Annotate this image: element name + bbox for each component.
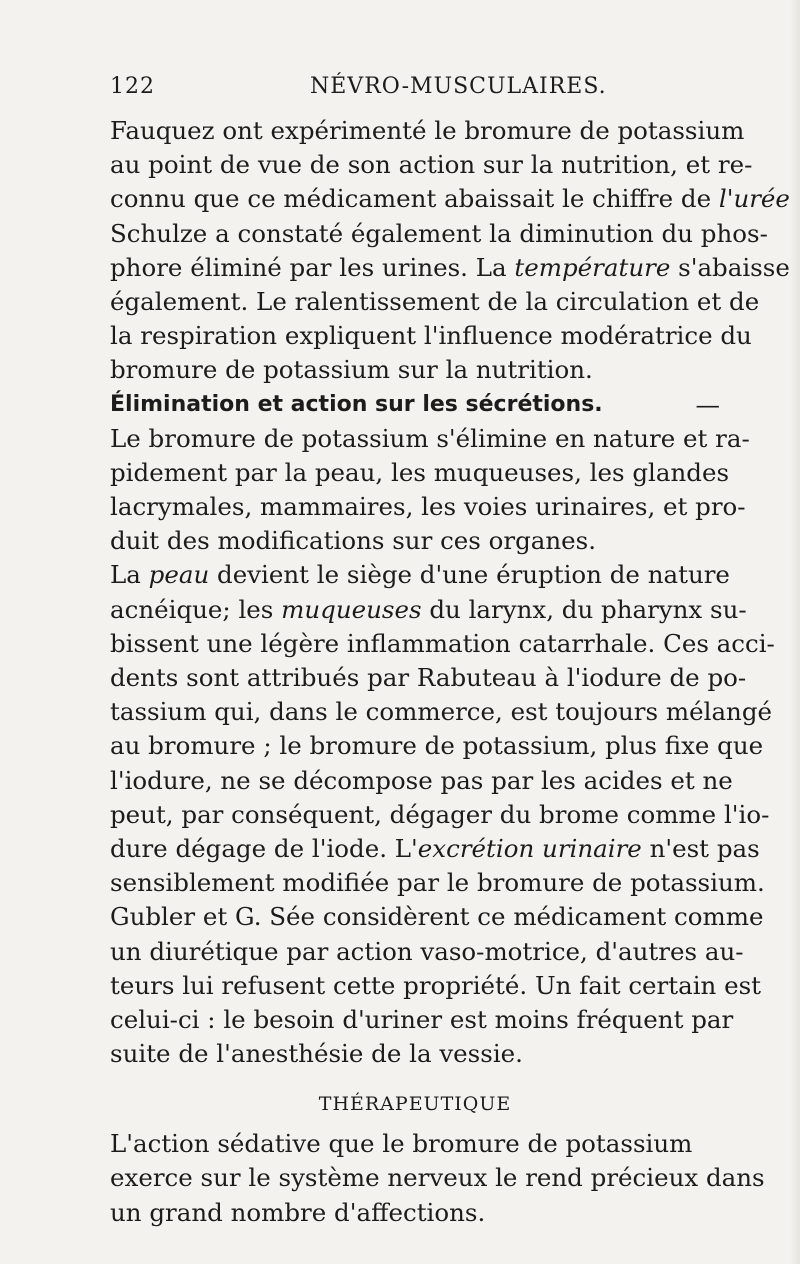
emphasis-term: température bbox=[514, 252, 671, 282]
text-line: au point de vue de son action sur la nutrition, et re- bbox=[110, 150, 753, 180]
text-line: duit des modifications sur ces organes. bbox=[110, 526, 597, 556]
text-line: exerce sur le système nerveux le rend précieux dans bbox=[110, 1163, 765, 1193]
text-line: connu que ce médicament abaissait le chiffre de l'urée bbox=[110, 184, 790, 214]
emphasis-term: peau bbox=[148, 560, 210, 590]
emphasis-term: l'urée bbox=[718, 184, 790, 214]
text-line: Fauquez ont expérimenté le bromure de potassium bbox=[110, 116, 745, 145]
text-line: Le bromure de potassium s'élimine en nature et ra- bbox=[110, 423, 750, 453]
text-line: peut, par conséquent, dégager du brome comme l'io- bbox=[110, 799, 770, 829]
text-line: suite de l'anesthésie de la vessie. bbox=[110, 1039, 523, 1069]
page-body bbox=[110, 114, 790, 1230]
text-line: bromure de potassium sur la nutrition. bbox=[110, 355, 593, 385]
section-heading bbox=[110, 388, 720, 422]
running-title: NÉVRO-MUSCULAIRES. bbox=[310, 74, 607, 99]
text-line: un diurétique par action vaso-motrice, d'autres au- bbox=[110, 936, 744, 966]
text-line: au bromure ; le bromure de potassium, plus fixe que bbox=[110, 731, 764, 761]
text-line: tassium qui, dans le commerce, est toujours mélangé bbox=[110, 697, 773, 727]
section-dash: — bbox=[695, 389, 720, 419]
text-line: celui-ci : le besoin d'uriner est moins fréquent par bbox=[110, 1004, 734, 1034]
text-line: dents sont attribués par Rabuteau à l'iodure de po- bbox=[110, 663, 747, 692]
text-line: sensiblement modifiée par le bromure de potassium. bbox=[110, 868, 765, 898]
text-line: Schulze a constaté également la diminution du phos- bbox=[110, 218, 768, 248]
text-line: phore éliminé par les urines. La température s'abaisse bbox=[110, 252, 790, 282]
text-line: acnéique; les muqueuses du larynx, du pharynx su- bbox=[110, 594, 747, 624]
text-line: L'action sédative que le bromure de potassium bbox=[110, 1129, 693, 1159]
page-header bbox=[110, 74, 720, 110]
text-line: Gubler et G. Sée considèrent ce médicament comme bbox=[110, 902, 764, 932]
text-line: pidement par la peau, les muqueuses, les glandes bbox=[110, 457, 730, 487]
text-line: dure dégage de l'iode. L'excrétion urinaire n'est pas bbox=[110, 833, 760, 863]
text-line: également. Le ralentissement de la circulation et de bbox=[110, 286, 760, 316]
text-line: bissent une légère inflammation catarrhale. Ces acci- bbox=[110, 628, 775, 658]
text-line: un grand nombre d'affections. bbox=[110, 1197, 486, 1227]
text-line: la respiration expliquent l'influence modératrice du bbox=[110, 321, 752, 351]
text-line: l'iodure, ne se décompose pas par les acides et ne bbox=[110, 765, 733, 795]
section-subheading: THÉRAPEUTIQUE bbox=[318, 1093, 512, 1116]
text-line: teurs lui refusent cette propriété. Un fait certain est bbox=[110, 970, 762, 1000]
page-edge-shadow bbox=[790, 0, 800, 1264]
text-line: lacrymales, mammaires, les voies urinaires, et pro- bbox=[110, 492, 746, 522]
page-number: 122 bbox=[110, 74, 155, 99]
text-line: La peau devient le siège d'une éruption de nature bbox=[110, 560, 730, 590]
emphasis-term: muqueuses bbox=[281, 594, 422, 624]
section-heading-text: Élimination et action sur les sécrétions. bbox=[110, 391, 603, 417]
emphasis-term: excrétion urinaire bbox=[417, 833, 642, 863]
